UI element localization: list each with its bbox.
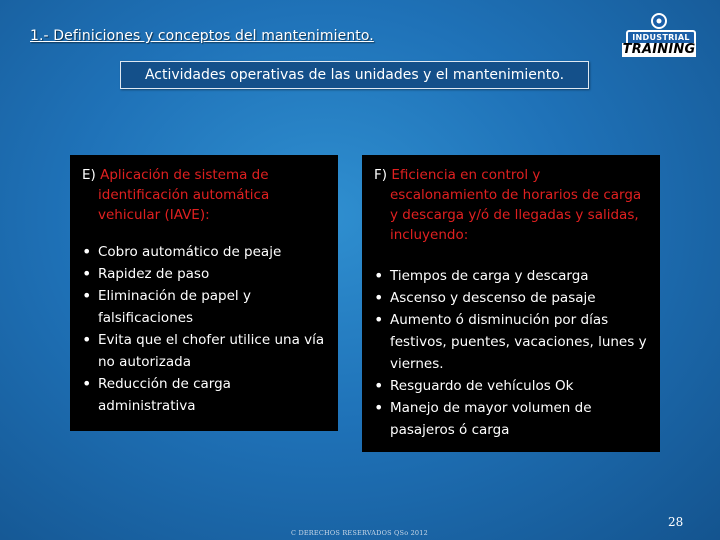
right-box-heading xyxy=(374,165,650,245)
list-item: • Ascenso y descenso de pasaje xyxy=(374,287,650,309)
slide-title: 1.- Definiciones y conceptos del mantenimiento. xyxy=(30,28,374,44)
gear-emblem-icon xyxy=(650,12,668,30)
left-bullet-list xyxy=(82,241,328,417)
right-box-heading-text: Eficiencia en control y escalonamiento de horarios de carga y descarga y/ó de llegadas y salidas, incluyendo: xyxy=(390,167,642,243)
left-box-heading xyxy=(82,165,328,225)
industrial-training-logo xyxy=(620,10,696,56)
left-box-heading-text: Aplicación de sistema de identificación automática vehicular (IAVE): xyxy=(98,167,270,223)
list-item: • Resguardo de vehículos Ok xyxy=(374,375,650,397)
list-item: • Tiempos de carga y descarga xyxy=(374,265,650,287)
logo-band: INDUSTRIAL xyxy=(626,30,696,46)
right-bullet-list xyxy=(374,265,650,441)
right-content-box xyxy=(362,155,660,452)
list-item: • Reducción de carga administrativa xyxy=(82,373,328,417)
list-item: • Evita que el chofer utilice una vía no autorizada xyxy=(82,329,328,373)
slide-subtitle: Actividades operativas de las unidades y el mantenimiento. xyxy=(120,61,589,89)
left-box-letter: E) xyxy=(82,167,96,183)
list-item: • Rapidez de paso xyxy=(82,263,328,285)
logo-word: TRAINING xyxy=(622,42,696,57)
list-item: • Eliminación de papel y falsificaciones xyxy=(82,285,328,329)
page-number: 28 xyxy=(668,515,684,529)
list-item: • Manejo de mayor volumen de pasajeros ó carga xyxy=(374,397,650,441)
right-box-letter: F) xyxy=(374,167,388,183)
copyright-footer: C DERECHOS RESERVADOS QSo 2012 xyxy=(291,529,428,537)
list-item: • Cobro automático de peaje xyxy=(82,241,328,263)
left-content-box xyxy=(70,155,338,431)
list-item: • Aumento ó disminución por días festivos, puentes, vacaciones, lunes y viernes. xyxy=(374,309,650,375)
